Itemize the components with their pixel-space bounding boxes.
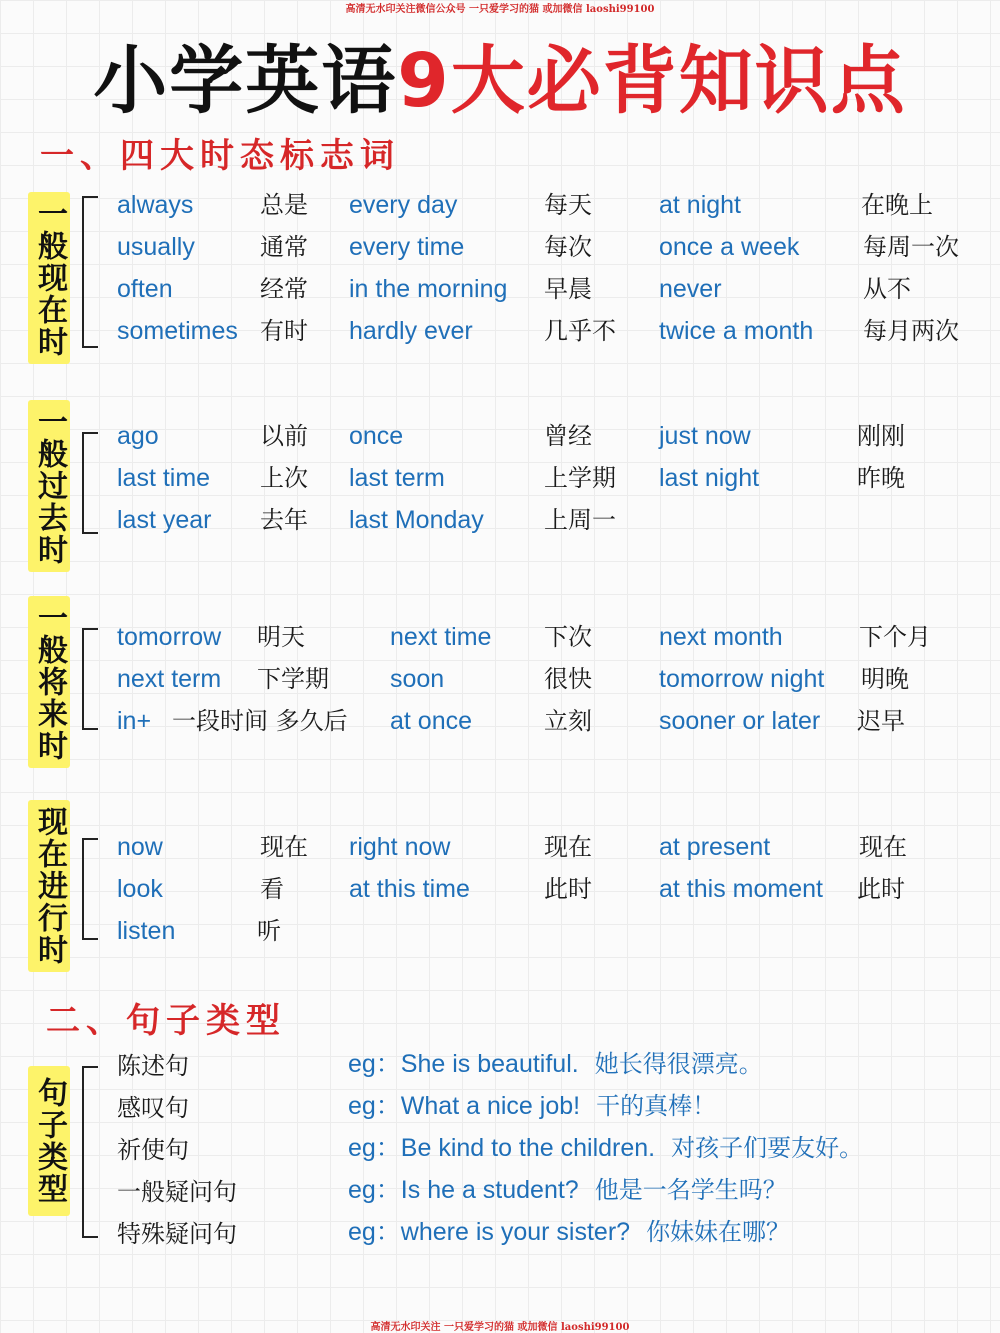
sentence-example: eg：where is your sister? 你妹妹在哪？	[348, 1218, 791, 1246]
keyword-zh: 下学期	[257, 665, 329, 693]
sentence-type: 祈使句	[117, 1136, 189, 1164]
tense-row	[0, 658, 1000, 700]
keyword-zh: 明天	[257, 623, 305, 651]
tense-row	[0, 310, 1000, 352]
keyword-zh: 每次	[544, 233, 592, 261]
tense-label: 一般现在时	[28, 192, 70, 364]
watermark-top: 高清无水印关注微信公众号 一只爱学习的猫 或加微信 laoshi99100	[345, 4, 655, 15]
keyword-en: soon	[390, 665, 445, 693]
keyword-en: sometimes	[117, 317, 238, 345]
keyword-zh: 立刻	[544, 707, 592, 735]
section-2-title: 二、句子类型	[46, 1001, 286, 1041]
keyword-zh: 迟早	[857, 707, 905, 735]
keyword-en: look	[117, 875, 163, 903]
keyword-zh: 早晨	[544, 275, 592, 303]
keyword-en: next term	[117, 665, 222, 693]
sentence-example: eg：Be kind to the children. 对孩子们要友好。	[348, 1134, 864, 1162]
bracket	[82, 1066, 98, 1238]
keyword-zh: 在晚上	[861, 191, 933, 219]
keyword-zh: 现在	[260, 833, 308, 861]
keyword-zh: 有时	[260, 317, 308, 345]
keyword-en: at night	[659, 191, 742, 219]
tense-row	[0, 499, 1000, 541]
keyword-en: last year	[117, 506, 212, 534]
sentence-example: eg：What a nice job! 干的真棒！	[348, 1092, 717, 1120]
keyword-en: at this time	[349, 875, 470, 903]
title-part-2: 9大必背知识点	[397, 38, 907, 124]
tense-row	[0, 910, 1000, 952]
keyword-zh: 上学期	[544, 464, 616, 492]
tense-label: 一般过去时	[28, 400, 70, 572]
keyword-en: usually	[117, 233, 195, 261]
keyword-en: next month	[659, 623, 783, 651]
keyword-en: always	[117, 191, 194, 219]
keyword-en: now	[117, 833, 163, 861]
keyword-zh: 一段时间 多久后	[172, 707, 348, 735]
keyword-zh: 看	[260, 875, 284, 903]
sentence-type: 感叹句	[117, 1094, 189, 1122]
keyword-zh: 明晚	[861, 665, 909, 693]
keyword-zh: 上次	[260, 464, 308, 492]
keyword-zh: 每周一次	[863, 233, 959, 261]
keyword-en: in the morning	[349, 275, 508, 303]
keyword-en: hardly ever	[349, 317, 473, 345]
watermark-bottom: 高清无水印关注 一只爱学习的猫 或加微信 laoshi99100	[370, 1322, 630, 1333]
tense-row	[0, 826, 1000, 868]
keyword-en: listen	[117, 917, 176, 945]
tense-row	[0, 226, 1000, 268]
keyword-en: right now	[349, 833, 451, 861]
keyword-zh: 此时	[544, 875, 592, 903]
keyword-en: at once	[390, 707, 473, 735]
keyword-zh: 此时	[857, 875, 905, 903]
keyword-en: once a week	[659, 233, 800, 261]
keyword-en: twice a month	[659, 317, 814, 345]
keyword-en: every time	[349, 233, 465, 261]
tense-row	[0, 184, 1000, 226]
keyword-en: at present	[659, 833, 771, 861]
keyword-en: tomorrow night	[659, 665, 825, 693]
keyword-zh: 总是	[260, 191, 308, 219]
title-part-1: 小学英语	[93, 38, 398, 124]
keyword-zh: 现在	[859, 833, 907, 861]
sentence-type: 特殊疑问句	[117, 1220, 237, 1248]
page-title	[0, 22, 1000, 128]
tense-label: 现在进行时	[28, 800, 70, 972]
keyword-en: often	[117, 275, 173, 303]
sentence-example: eg：Is he a student? 他是一名学生吗？	[348, 1176, 787, 1204]
sentence-type: 陈述句	[117, 1052, 189, 1080]
keyword-zh: 听	[257, 917, 281, 945]
keyword-en: ago	[117, 422, 159, 450]
keyword-en: in+	[117, 707, 152, 735]
keyword-en: last time	[117, 464, 211, 492]
tense-label: 一般将来时	[28, 596, 70, 768]
keyword-zh: 几乎不	[544, 317, 616, 345]
keyword-zh: 现在	[544, 833, 592, 861]
tense-row	[0, 616, 1000, 658]
keyword-en: last term	[349, 464, 445, 492]
keyword-en: never	[659, 275, 722, 303]
keyword-zh: 每月两次	[863, 317, 959, 345]
keyword-en: at this moment	[659, 875, 823, 903]
sentence-type: 一般疑问句	[117, 1178, 237, 1206]
keyword-zh: 下个月	[859, 623, 931, 651]
keyword-zh: 经常	[260, 275, 308, 303]
keyword-en: last night	[659, 464, 760, 492]
keyword-zh: 曾经	[544, 422, 592, 450]
keyword-en: just now	[659, 422, 751, 450]
tense-row	[0, 700, 1000, 742]
keyword-zh: 从不	[863, 275, 911, 303]
keyword-zh: 下次	[544, 623, 592, 651]
keyword-zh: 通常	[260, 233, 308, 261]
keyword-zh: 刚刚	[857, 422, 905, 450]
keyword-zh: 上周一	[544, 506, 616, 534]
keyword-zh: 很快	[544, 665, 592, 693]
sentence-types-label: 句子类型	[28, 1066, 70, 1216]
keyword-en: last Monday	[349, 506, 484, 534]
sentence-example: eg：She is beautiful. 她长得很漂亮。	[348, 1050, 763, 1078]
tense-row	[0, 415, 1000, 457]
keyword-zh: 每天	[544, 191, 592, 219]
keyword-zh: 昨晚	[857, 464, 905, 492]
keyword-en: once	[349, 422, 404, 450]
keyword-en: sooner or later	[659, 707, 821, 735]
keyword-zh: 以前	[260, 422, 308, 450]
keyword-en: tomorrow	[117, 623, 222, 651]
keyword-en: next time	[390, 623, 492, 651]
keyword-zh: 去年	[260, 506, 308, 534]
keyword-en: every day	[349, 191, 458, 219]
tense-row	[0, 268, 1000, 310]
tense-row	[0, 868, 1000, 910]
section-1-title: 一、四大时态标志词	[40, 136, 400, 176]
tense-row	[0, 457, 1000, 499]
